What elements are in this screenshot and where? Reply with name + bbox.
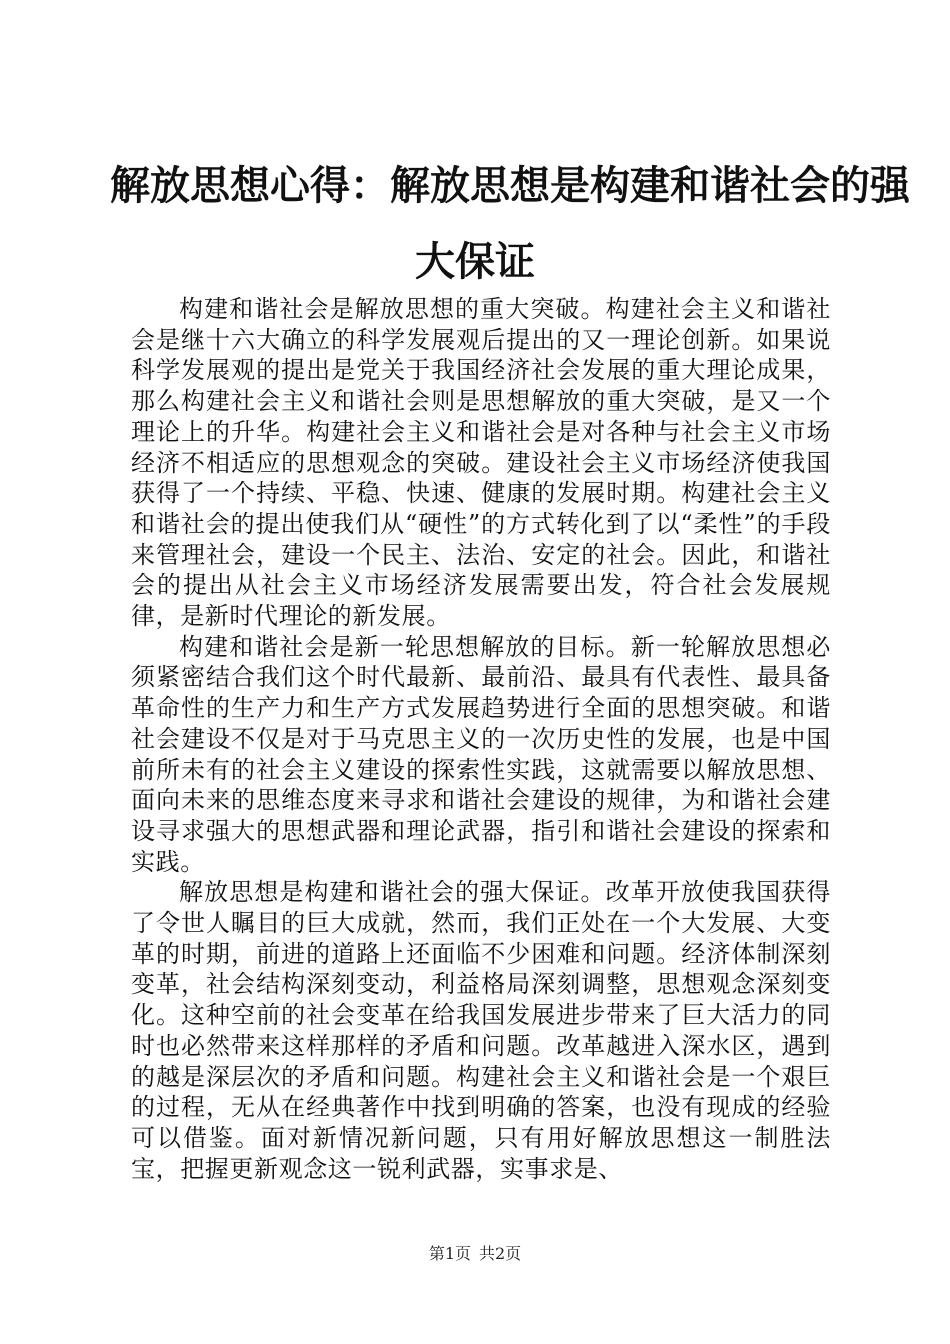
body-paragraph-1: 构建和谐社会是解放思想的重大突破。构建社会主义和谐社会是继十六大确立的科学发展观后提出的又一理论创新。如果说科学发展观的提出是党关于我国经济社会发展的重大理论成果，那么构建社会主义和谐社会则是思想解放的重大突破，是又一个理论上的升华。构建社会主义和谐社会是对各种与社会主义市场经济不相适应的思想观念的突破。建设社会主义市场经济使我国获得了一个持续、平稳、快速、健康的发展时期。构建社会主义和谐社会的提出使我们从“硬性”的方式转化到了以“柔性”的手段来管理社会，建设一个民主、法治、安定的社会。因此，和谐社会的提出从社会主义市场经济发展需要出发，符合社会发展规律，是新时代理论的新发展。	[131, 295, 831, 631]
document-title	[110, 158, 910, 290]
page-total: 共2页	[479, 1244, 522, 1263]
body-paragraph-2: 构建和谐社会是新一轮思想解放的目标。新一轮解放思想必须紧密结合我们这个时代最新、最前沿、最具有代表性、最具备革命性的生产力和生产方式发展趋势进行全面的思想突破。和谐社会建设不仅是对于马克思主义的一次历史性的发展，也是中国前所未有的社会主义建设的探索性实践，这就需要以解放思想、面向未来的思维态度来寻求和谐社会建设的规律，为和谐社会建设寻求强大的思想武器和理论武器，指引和谐社会建设的探索和实践。	[131, 632, 831, 876]
title-line-2: 大保证	[415, 239, 535, 285]
page-footer	[0, 1243, 950, 1265]
body-paragraph-3: 解放思想是构建和谐社会的强大保证。改革开放使我国获得了令世人瞩目的巨大成就，然而，我们正处在一个大发展、大变革的时期，前进的道路上还面临不少困难和问题。经济体制深刻变革，社会结构深刻变动，利益格局深刻调整，思想观念深刻变化。这种空前的社会变革在给我国发展进步带来了巨大活力的同时也必然带来这样那样的矛盾和问题。改革越进入深水区，遇到的越是深层次的矛盾和问题。构建社会主义和谐社会是一个艰巨的过程，无从在经典著作中找到明确的答案，也没有现成的经验可以借鉴。面对新情况新问题，只有用好解放思想这一制胜法宝，把握更新观念这一锐利武器，实事求是、	[131, 878, 831, 1183]
page-number: 第1页	[428, 1244, 471, 1263]
document-body	[131, 294, 831, 1184]
title-line-1: 解放思想心得：解放思想是构建和谐社会的强	[110, 163, 910, 209]
